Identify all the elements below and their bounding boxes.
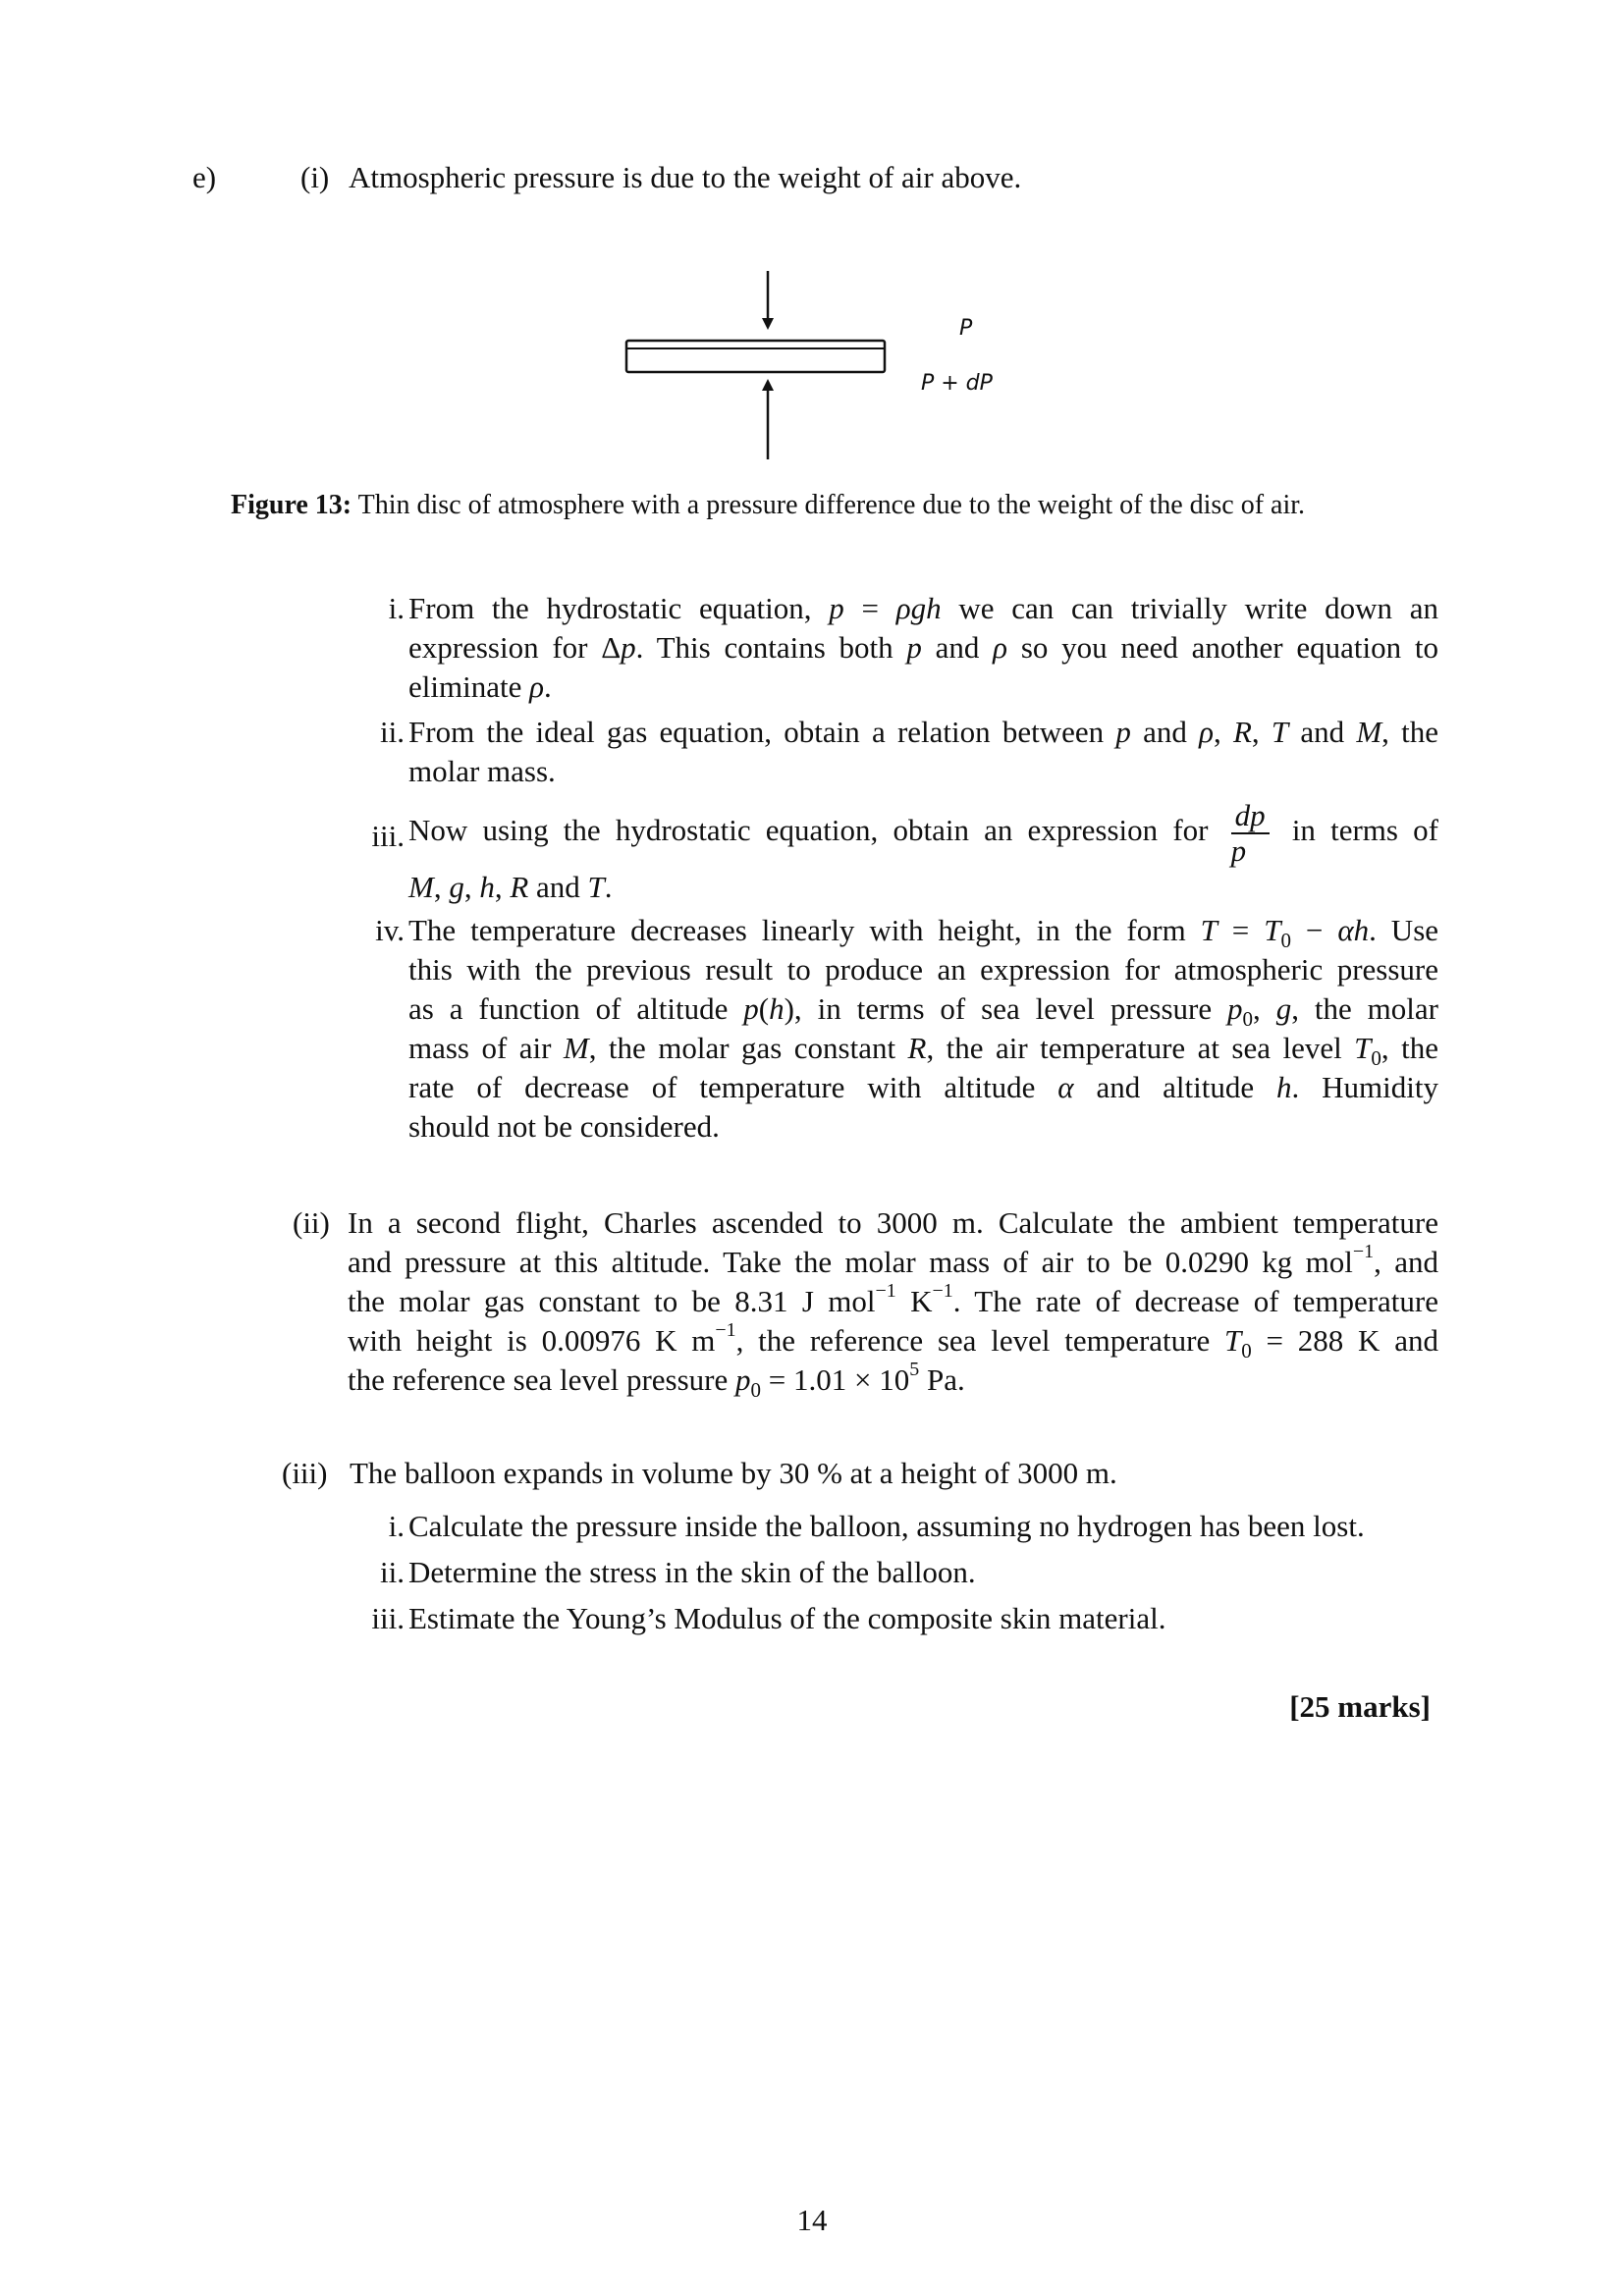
item-marker: i. xyxy=(388,1509,405,1543)
item-line: The temperature decreases linearly with height, in the form $T = T_0 - \alpha h$. Use xyxy=(408,913,1439,953)
part-label: (i) xyxy=(300,160,330,194)
part-iii-intro: The balloon expands in volume by 30 % at a height of 3000 m. xyxy=(350,1456,1117,1490)
fraction-dp-over-p: $\frac{dp}{p}$ xyxy=(1231,799,1270,868)
part-iii-list xyxy=(353,1507,1365,1645)
list-item xyxy=(353,911,1438,1147)
upward-arrow-head xyxy=(762,379,774,391)
item-marker: i. xyxy=(388,591,405,625)
item-line: expression for Δp. This contains both p and ρ so you need another equation to xyxy=(408,630,1438,665)
item-line: molar mass. xyxy=(408,754,556,788)
item-marker: iii. xyxy=(371,1601,405,1635)
caption-label: Figure 13: xyxy=(231,490,352,520)
list-item xyxy=(353,793,1438,907)
downward-arrow-head xyxy=(762,318,774,330)
item-line: eliminate ρ. xyxy=(408,669,552,704)
item-line: Now using the hydrostatic equation, obtain an expression for $\frac{dp}{p}$ in terms of xyxy=(408,797,1438,868)
item-line: as a function of altitude p(h), in terms of sea level pressure $p_0$, g, the molar xyxy=(408,991,1438,1032)
caption-text: Thin disc of atmosphere with a pressure difference due to the weight of the disc of air. xyxy=(357,490,1306,520)
part-ii-label: (ii) xyxy=(293,1205,330,1240)
item-marker: ii. xyxy=(380,1555,405,1589)
item-line: mass of air M, the molar gas constant R, the air temperature at sea level $T_0$, the xyxy=(408,1031,1438,1071)
item-marker: iii. xyxy=(371,819,405,853)
part-ii-line: with height is 0.00976 K $m^{-1}$, the reference sea level temperature $T_0 = 288$ K and xyxy=(348,1318,1438,1363)
part-iii-label: (iii) xyxy=(282,1456,328,1490)
list-item xyxy=(353,1553,1365,1599)
part-ii-line: the molar gas constant to be 8.31 J mol$^{-1}$ $K^{-1}$. The rate of decrease of temperature xyxy=(348,1279,1438,1318)
page-number: 14 xyxy=(796,2203,828,2237)
part-ii-line: the reference sea level pressure $p_0 = 1.01 \times 10^5$ Pa. xyxy=(348,1358,965,1403)
item-text: Determine the stress in the skin of the balloon. xyxy=(408,1555,976,1589)
item-line: M, g, h, R and T. xyxy=(408,870,613,904)
part-i-intro: Atmospheric pressure is due to the weight of air above. xyxy=(349,160,1022,194)
figure-diagram xyxy=(609,263,1021,469)
list-item xyxy=(353,1507,1365,1553)
part-ii-line: and pressure at this altitude. Take the molar mass of air to be 0.0290 kg mol$^{-1}$, and xyxy=(348,1240,1438,1279)
part-ii-line: In a second flight, Charles ascended to 3000 m. Calculate the ambient temperature xyxy=(348,1205,1438,1240)
item-line: From the ideal gas equation, obtain a relation between p and ρ, R, T and M, the xyxy=(408,715,1439,749)
list-item xyxy=(353,713,1438,791)
pressure-label-top: P xyxy=(959,316,973,341)
item-text: Calculate the pressure inside the balloon, assuming no hydrogen has been lost. xyxy=(408,1509,1365,1543)
item-line: should not be considered. xyxy=(408,1109,720,1144)
list-item xyxy=(353,589,1438,707)
part-ii-text xyxy=(348,1203,1438,1403)
item-marker: ii. xyxy=(380,715,405,749)
item-line: From the hydrostatic equation, p = ρgh we can can trivially write down an xyxy=(408,591,1438,625)
figure-caption xyxy=(231,488,1305,523)
pressure-label-bottom: P + dP xyxy=(921,371,993,396)
air-disc xyxy=(626,341,885,372)
item-marker: iv. xyxy=(375,913,405,947)
item-text: Estimate the Young’s Modulus of the composite skin material. xyxy=(408,1601,1166,1635)
list-item xyxy=(353,1599,1365,1645)
item-line: this with the previous result to produce an expression for atmospheric pressure xyxy=(408,952,1438,987)
question-label: e) xyxy=(192,160,217,194)
subpart-list-i xyxy=(353,589,1438,1147)
disc-diagram-svg xyxy=(609,263,1021,469)
item-line: rate of decrease of temperature with altitude α and altitude h. Humidity xyxy=(408,1070,1439,1104)
marks-total: [25 marks] xyxy=(1289,1689,1431,1724)
